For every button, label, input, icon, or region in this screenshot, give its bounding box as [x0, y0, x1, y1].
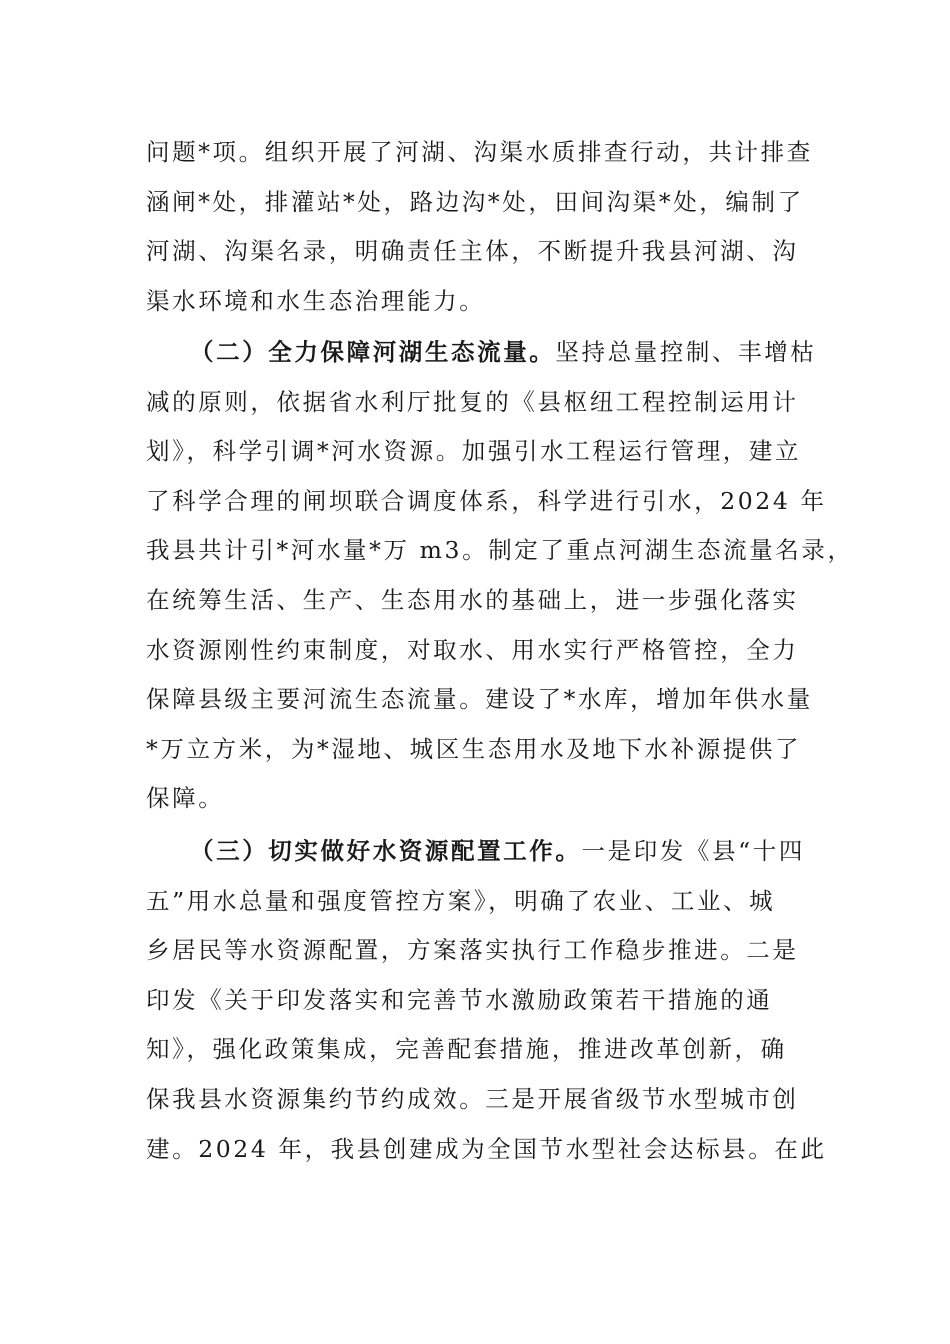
paragraph-line: 五”用水总量和强度管控方案》，明确了农业、工业、城 [146, 886, 776, 915]
section-heading: （二）全力保障河湖生态流量。 [190, 338, 556, 366]
paragraph-resource-allocation [146, 827, 827, 1174]
paragraph-line: *万立方米，为*湿地、城区生态用水及地下水补源提供了 [146, 734, 802, 763]
paragraph-line: 水资源刚性约束制度，对取水、用水实行严格管控，全力 [146, 635, 799, 664]
paragraph-line: 知》，强化政策集成，完善配套措施，推进改革创新，确 [146, 1035, 787, 1064]
paragraph-line: 我县共计引*河水量*万 m3。制定了重点河湖生态流量名录， [146, 536, 854, 565]
paragraph-line: 建。2024 年，我县创建成为全国节水型社会达标县。在此 [146, 1134, 827, 1163]
paragraph-line: 了科学合理的闸坝联合调度体系，科学进行引水，2024 年 [146, 486, 827, 515]
paragraph-line: 在统筹生活、生产、生态用水的基础上，进一步强化落实 [146, 585, 799, 614]
paragraph-text: 坚持总量控制、丰增枯 [555, 338, 817, 366]
section-heading: （三）切实做好水资源配置工作。 [190, 837, 582, 865]
paragraph-line: 保障县级主要河流生态流量。建设了*水库，增加年供水量 [146, 685, 813, 714]
paragraph-water-quality [146, 128, 813, 326]
paragraph-line: 保障。 [146, 784, 225, 813]
paragraph-line: 印发《关于印发落实和完善节水激励政策若干措施的通 [146, 985, 773, 1014]
paragraph-line: 乡居民等水资源配置，方案落实执行工作稳步推进。二是 [146, 936, 799, 965]
paragraph-line: 减的原则，依据省水利厅批复的《县枢纽工程控制运用计 [146, 387, 799, 416]
paragraph-line: 划》，科学引调*河水资源。加强引水工程运行管理，建立 [146, 437, 802, 466]
paragraph-text: 一是印发《县“十四 [581, 837, 805, 865]
paragraph-line: 渠水环境和水生态治理能力。 [146, 286, 486, 315]
paragraph-first-line [146, 827, 806, 877]
paragraph-first-line [146, 328, 817, 378]
paragraph-line: 涵闸*处，排灌站*处，路边沟*处，田间沟渠*处，编制了 [146, 187, 804, 216]
paragraph-line: 河湖、沟渠名录，明确责任主体，不断提升我县河湖、沟 [146, 237, 799, 266]
paragraph-line: 保我县水资源集约节约成效。三是开展省级节水型城市创 [146, 1084, 799, 1113]
paragraph-ecological-flow [146, 328, 854, 824]
paragraph-line: 问题*项。组织开展了河湖、沟渠水质排查行动，共计排查 [146, 138, 813, 166]
